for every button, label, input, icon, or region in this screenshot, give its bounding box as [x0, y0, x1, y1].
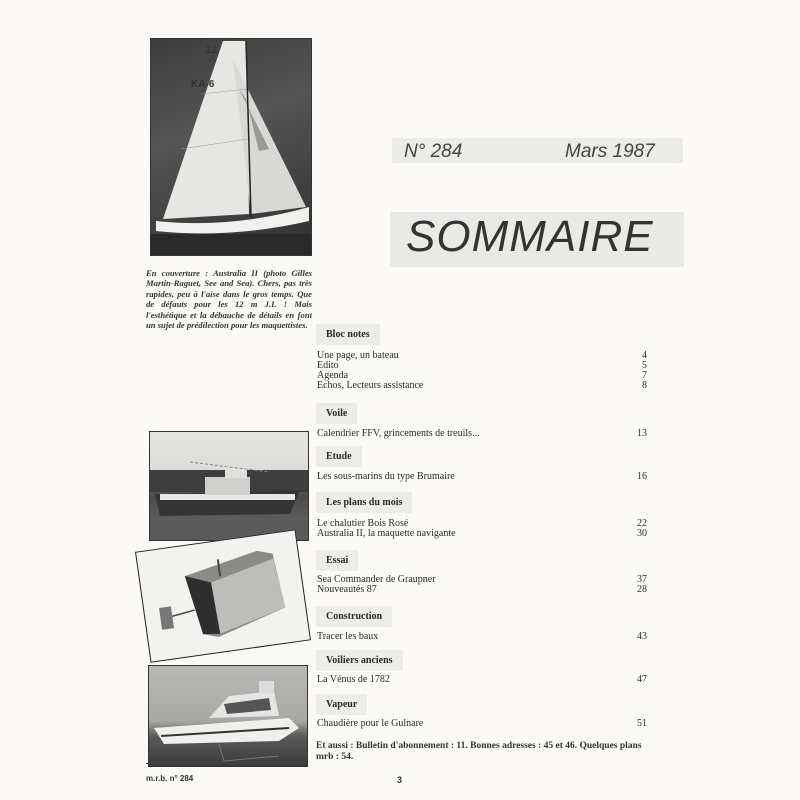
toc-entry[interactable]	[317, 472, 647, 483]
toc-entry[interactable]	[317, 675, 647, 686]
photo-trawler	[149, 431, 309, 541]
toc-entry[interactable]	[317, 361, 647, 372]
entry-label: Sea Commander de Graupner	[317, 574, 436, 585]
entry-label: Australia II, la maquette navigante	[317, 528, 456, 539]
entry-label: Le chalutier Bois Rosé	[317, 518, 409, 529]
toc-entry[interactable]	[317, 351, 647, 362]
cover-caption: En couverture : Australia II (photo Gilles Martin-Raguet, See and Sea). Chers, pas très rapides, peu à l'aise dans le gros temps. Que de défauts pour les 12 m J.I. ! Mais l'esthétique et la débauche de détails en font un sujet de prédilection pour les maquettistes.	[146, 268, 312, 331]
entry-page: 30	[637, 528, 647, 539]
entry-label: Agenda	[317, 370, 349, 381]
issue-date: Mars 1987	[565, 141, 655, 162]
toc-entry[interactable]	[317, 429, 647, 440]
entry-label: Tracer les baux	[317, 631, 379, 642]
entry-label: Echos, Lecteurs assistance	[317, 380, 424, 391]
entry-page: 28	[637, 584, 647, 595]
sailboat-illustration	[151, 39, 311, 255]
section-voile: Voile	[316, 403, 357, 424]
entry-label: Les sous-marins du type Brumaire	[317, 471, 455, 482]
also-note: Et aussi : Bulletin d'abonnement : 11. Bonnes adresses : 45 et 46. Quelques plans mrb : 54.	[316, 741, 642, 762]
entry-page: 43	[637, 631, 647, 642]
section-voiliers-anciens: Voiliers anciens	[316, 650, 403, 671]
entry-page: 5	[642, 360, 647, 371]
entry-page: 16	[637, 471, 647, 482]
section-essai: Essai	[316, 550, 358, 571]
yacht-illustration	[149, 666, 307, 766]
entry-label: Chaudière pour le Gulnare	[317, 718, 424, 729]
toc-entry[interactable]	[317, 529, 647, 540]
entry-page: 47	[637, 674, 647, 685]
photo-boiler	[135, 529, 311, 662]
page-number: 3	[397, 775, 403, 785]
sail-code: KA-6	[191, 79, 215, 90]
trawler-illustration	[150, 432, 308, 540]
footer-rule	[146, 763, 307, 764]
section-vapeur: Vapeur	[316, 694, 367, 715]
entry-page: 51	[637, 718, 647, 729]
entry-page: 7	[642, 370, 647, 381]
toc-entry[interactable]	[317, 632, 647, 643]
entry-page: 4	[642, 350, 647, 361]
toc-entry[interactable]	[317, 381, 647, 392]
page-title: SOMMAIRE	[406, 212, 654, 261]
section-construction: Construction	[316, 606, 392, 627]
issue-number: N° 284	[404, 141, 463, 162]
footer-issue: m.r.b. n° 284	[146, 774, 194, 783]
sail-number: 12	[205, 44, 218, 56]
entry-page: 8	[642, 380, 647, 391]
section-plans-du-mois: Les plans du mois	[316, 492, 412, 513]
section-bloc-notes: Bloc notes	[316, 324, 380, 345]
toc-entry[interactable]	[317, 585, 647, 596]
cover-photo-sailboat	[150, 38, 312, 256]
entry-label: Edito	[317, 360, 339, 371]
entry-label: Nouveautés 87	[317, 584, 377, 595]
toc-entry[interactable]	[317, 719, 647, 730]
entry-label: Une page, un bateau	[317, 350, 399, 361]
entry-page: 22	[637, 518, 647, 529]
entry-label: Calendrier FFV, grincements de treuils...	[317, 428, 480, 439]
section-etude: Etude	[316, 446, 362, 467]
entry-page: 13	[637, 428, 647, 439]
entry-label: La Vénus de 1782	[317, 674, 390, 685]
entry-page: 37	[637, 574, 647, 585]
photo-yacht	[148, 665, 308, 767]
boiler-illustration	[136, 530, 310, 661]
